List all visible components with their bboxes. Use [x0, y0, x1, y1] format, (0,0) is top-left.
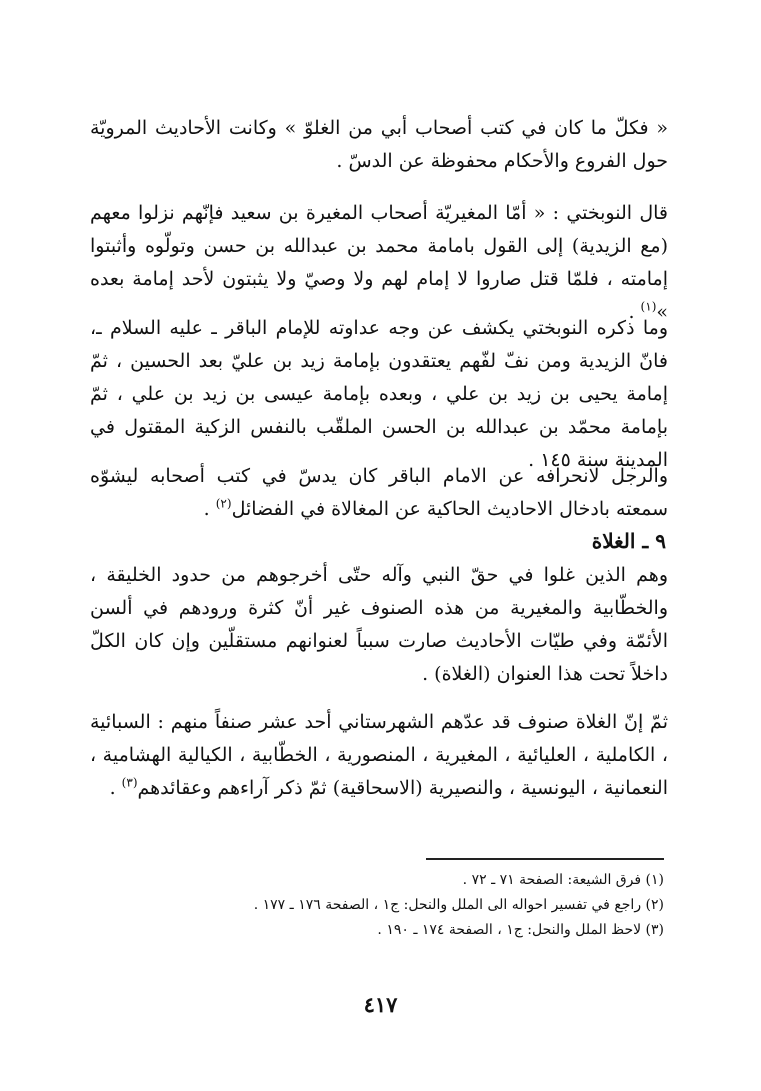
paragraph-4-text: والرجل لانحرافه عن الامام الباقر كان يدسّ في كتب أصحابه ليشوّه سمعته بادخال الاحاديث الحاكية عن المغالاة في الفضائل: [90, 465, 668, 520]
paragraph-1: [90, 112, 668, 178]
footnote-ref-1: (١): [640, 299, 657, 314]
paragraph-4: [90, 460, 668, 526]
paragraph-3: [90, 312, 668, 477]
section-heading: ٩ ـ الغلاة: [591, 529, 666, 553]
page-number: ٤١٧: [363, 992, 398, 1017]
footnote-1: (١) فرق الشيعة: الصفحة ٧١ ـ ٧٢ .: [462, 872, 664, 888]
paragraph-6-end: .: [109, 777, 122, 799]
footnotes: [94, 868, 664, 943]
footnote-2: (٢) راجع في تفسير احواله الى الملل والنحل: ج١ ، الصفحة ١٧٦ ـ ١٧٧ .: [253, 897, 664, 913]
paragraph-2-text: قال النوبختي : « أمّا المغيريّة أصحاب المغيرة بن سعيد فإنّهم نزلوا معهم (مع الزيدية) إلى القول بامامة محمد بن عبدالله بن حسن وتولّوه وأثبتوا إمامته ، فلمّا قتل صاروا لا إمام لهم ولا وصيّ ولا يثبتون لأحد إمامة بعده »: [90, 202, 668, 323]
paragraph-6: [90, 706, 668, 805]
paragraph-5-text: وهم الذين غلوا في حقّ النبي وآله حتّى أخرجوهم من حدود الخليقة ، والخطّابية والمغيرية من هذه الصنوف غير أنّ كثرة ورودهم في ألسن الأئمّة وفي طيّات الأحاديث صارت سبباً لعنوانهم مستقلّين وإن كان الكلّ داخلاً تحت هذا العنوان (الغلاة) .: [90, 564, 668, 685]
paragraph-6-text: ثمّ إنّ الغلاة صنوف قد عدّهم الشهرستاني أحد عشر صنفاً منهم : السبائية ، الكاملية ، العليائية ، المغيرية ، المنصورية ، الخطّابية ، الكيالية الهشامية ، النعمانية ، اليونسية ، والنصيرية (الاسحاقية) ثمّ ذكر آراءهم وعقائدهم: [90, 711, 668, 799]
footnote-divider: [426, 858, 664, 860]
paragraph-3-text: وما ذكره النوبختي يكشف عن وجه عداوته للإمام الباقر ـ عليه السلام ـ، فانّ الزيدية ومن نفّ لفّهم يعتقدون بإمامة زيد بن عليّ بعد الحسين ، ثمّ إمامة يحيى بن زيد بن علي ، وبعده بإمامة عيسى بن زيد بن علي ، ثمّ بإمامة محمّد بن عبدالله بن الحسن الملقّب بالنفس الزكية المقتول في المدينة سنة ١٤٥ .: [90, 317, 668, 471]
paragraph-5: [90, 559, 668, 691]
paragraph-2: [90, 197, 668, 329]
paragraph-4-end: .: [203, 498, 216, 520]
footnote-3: (٣) لاحظ الملل والنحل: ج١ ، الصفحة ١٧٤ ـ ١٩٠ .: [377, 922, 664, 938]
footnote-ref-3: (٣): [121, 775, 138, 790]
footnote-ref-2: (٢): [215, 496, 232, 511]
paragraph-2-end: .: [628, 301, 641, 323]
paragraph-1-text: « فكلّ ما كان في كتب أصحاب أبي من الغلوّ » وكانت الأحاديث المرويّة حول الفروع والأحكام محفوظة عن الدسّ .: [90, 117, 668, 172]
